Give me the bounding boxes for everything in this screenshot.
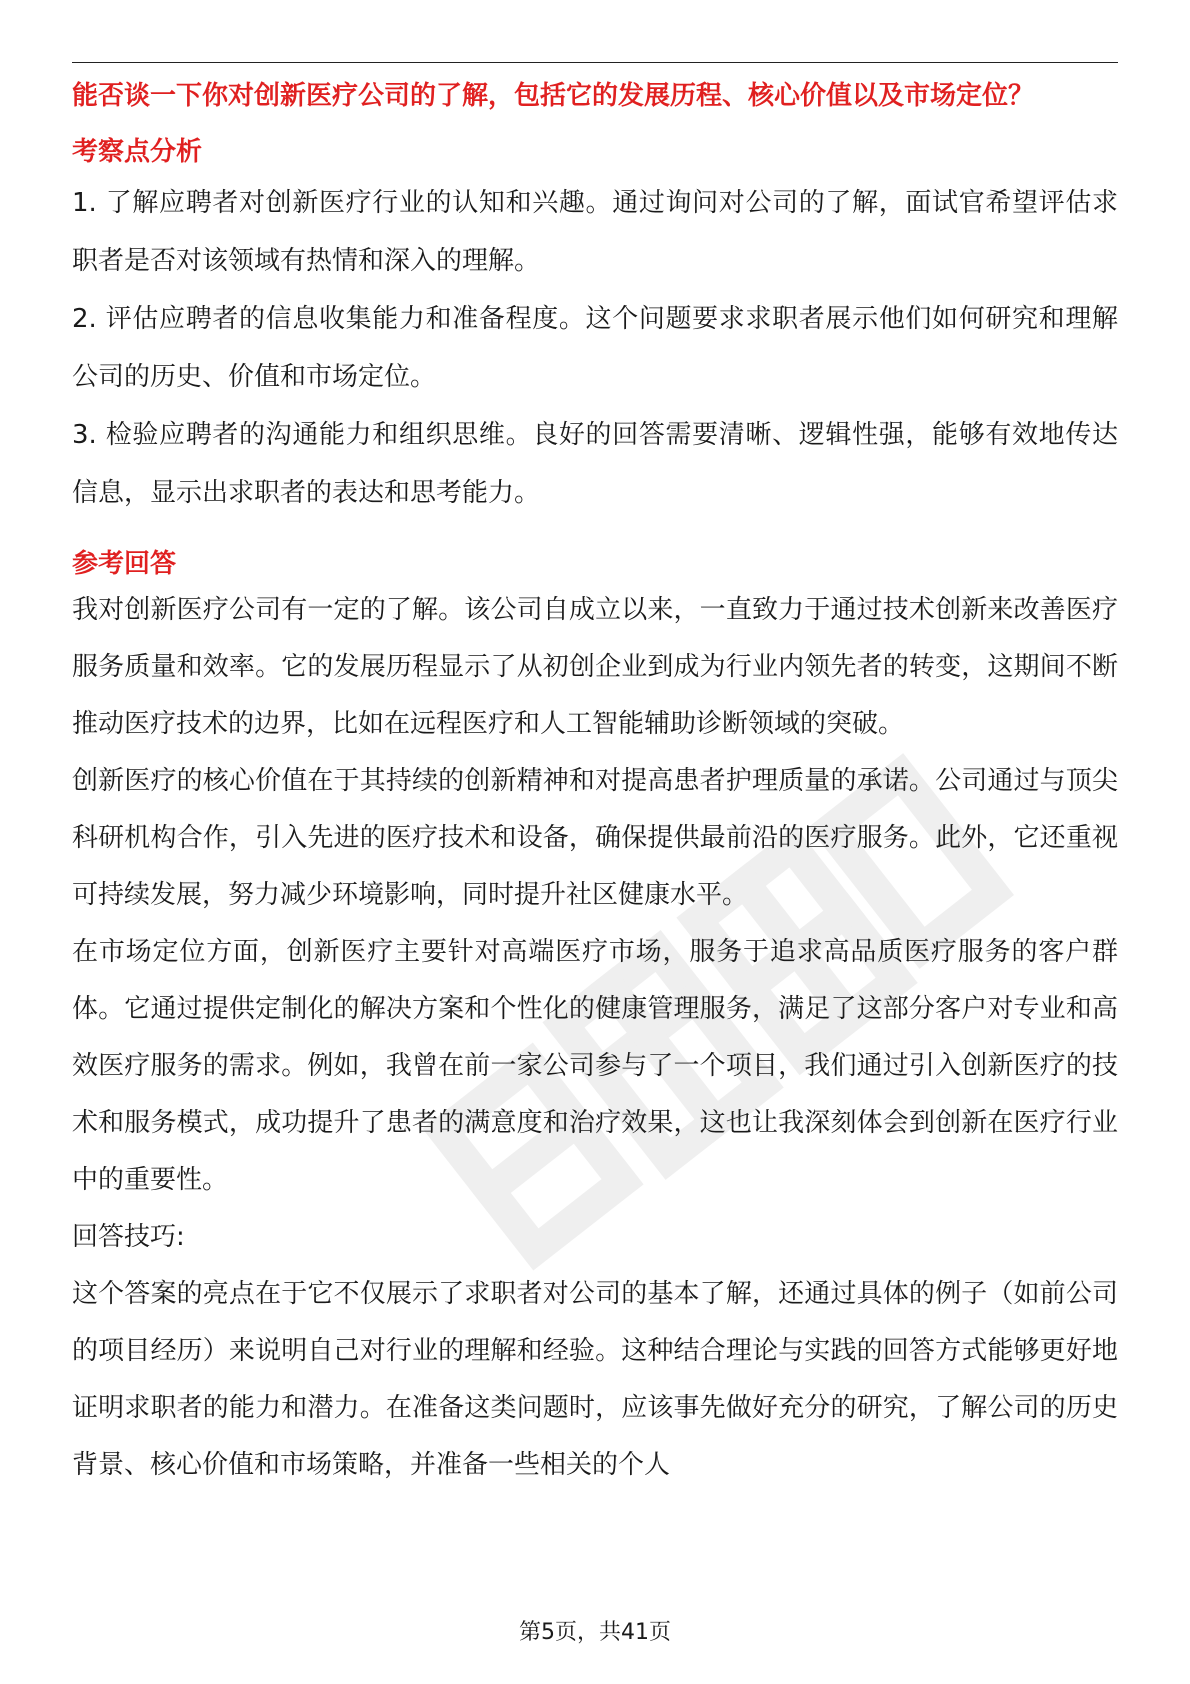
page-content [72, 78, 1118, 1494]
answer-paragraphs [72, 582, 1118, 1494]
analysis-point: 2. 评估应聘者的信息收集能力和准备程度。这个问题要求求职者展示他们如何研究和理解公司的历史、价值和市场定位。 [72, 304, 1118, 392]
answer-paragraph: 这个答案的亮点在于它不仅展示了求职者对公司的基本了解，还通过具体的例子（如前公司的项目经历）来说明自己对行业的理解和经验。这种结合理论与实践的回答方式能够更好地证明求职者的能力和潜力。在准备这类问题时，应该事先做好充分的研究，了解公司的历史背景、核心价值和市场策略，并准备一些相关的个人 [72, 1279, 1118, 1480]
answer-paragraph: 我对创新医疗公司有一定的了解。该公司自成立以来，一直致力于通过技术创新来改善医疗服务质量和效率。它的发展历程显示了从初创企业到成为行业内领先者的转变，这期间不断推动医疗技术的边界，比如在远程医疗和人工智能辅助诊断领域的突破。 [72, 595, 1118, 739]
answer-paragraph: 在市场定位方面，创新医疗主要针对高端医疗市场，服务于追求高品质医疗服务的客户群体。它通过提供定制化的解决方案和个性化的健康管理服务，满足了这部分客户对专业和高效医疗服务的需求。例如，我曾在前一家公司参与了一个项目，我们通过引入创新医疗的技术和服务模式，成功提升了患者的满意度和治疗效果，这也让我深刻体会到创新在医疗行业中的重要性。 [72, 937, 1118, 1195]
analysis-point: 3. 检验应聘者的沟通能力和组织思维。良好的回答需要清晰、逻辑性强，能够有效地传达信息，显示出求职者的表达和思考能力。 [72, 420, 1118, 508]
analysis-heading: 考察点分析 [72, 137, 203, 167]
answer-tips-label: 回答技巧: [72, 1222, 185, 1252]
answer-heading: 参考回答 [72, 549, 177, 579]
answer-paragraph: 创新医疗的核心价值在于其持续的创新精神和对提高患者护理质量的承诺。公司通过与顶尖科研机构合作，引入先进的医疗技术和设备，确保提供最前沿的医疗服务。此外，它还重视可持续发展，努力减少环境影响，同时提升社区健康水平。 [72, 766, 1118, 910]
page-number: 第5页，共41页 [519, 1620, 671, 1645]
analysis-point: 1. 了解应聘者对创新医疗行业的认知和兴趣。通过询问对公司的了解，面试官希望评估求职者是否对该领域有热情和深入的理解。 [72, 188, 1118, 276]
question-heading: 能否谈一下你对创新医疗公司的了解，包括它的发展历程、核心价值以及市场定位？ [72, 81, 1035, 111]
analysis-points [72, 174, 1118, 522]
top-rule [72, 62, 1118, 63]
